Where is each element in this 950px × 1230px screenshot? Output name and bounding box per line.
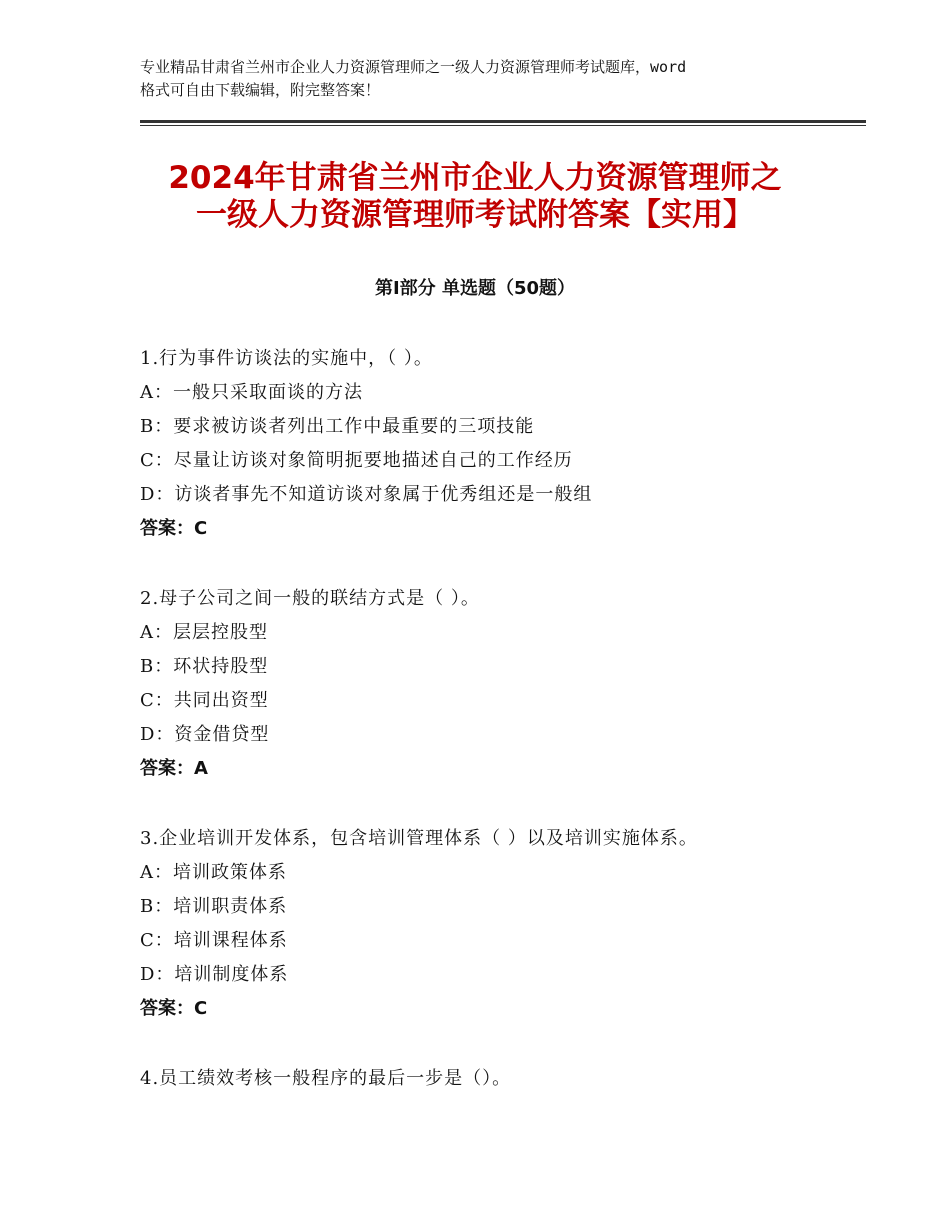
option-c: C：尽量让访谈对象简明扼要地描述自己的工作经历 <box>140 450 573 471</box>
question-stem: 1.行为事件访谈法的实施中，（ ）。 <box>140 348 433 369</box>
option-d: D：培训制度体系 <box>140 964 289 985</box>
question-stem: 4.员工绩效考核一般程序的最后一步是（）。 <box>140 1068 512 1089</box>
section-heading: 第Ⅰ部分 单选题（50题） <box>374 278 575 299</box>
answer-line: 答案：A <box>140 758 208 779</box>
option-a: A：培训政策体系 <box>140 862 287 883</box>
question-list <box>140 342 840 1132</box>
header-note-line-2: 格式可自由下载编辑，附完整答案！ <box>140 81 381 99</box>
option-a: A：一般只采取面谈的方法 <box>140 382 363 403</box>
option-b: B：培训职责体系 <box>140 896 288 917</box>
question-stem: 3.企业培训开发体系，包含培训管理体系（ ）以及培训实施体系。 <box>140 828 698 849</box>
option-d: D：访谈者事先不知道访谈对象属于优秀组还是一般组 <box>140 484 593 505</box>
header-divider-thick <box>140 120 866 123</box>
option-c: C：培训课程体系 <box>140 930 288 951</box>
option-b: B：要求被访谈者列出工作中最重要的三项技能 <box>140 416 535 437</box>
answer-line: 答案：C <box>140 998 208 1019</box>
header-note <box>140 56 840 102</box>
answer-line: 答案：C <box>140 518 208 539</box>
document-title-line-2: 一级人力资源管理师考试附答案【实用】 <box>196 197 754 233</box>
option-b: B：环状持股型 <box>140 656 269 677</box>
option-c: C：共同出资型 <box>140 690 269 711</box>
question-stem: 2.母子公司之间一般的联结方式是（ ）。 <box>140 588 480 609</box>
option-a: A：层层控股型 <box>140 622 268 643</box>
document-title-line-1: 2024年甘肃省兰州市企业人力资源管理师之 <box>168 160 782 196</box>
document-title <box>100 160 850 234</box>
header-divider-thin <box>140 125 866 126</box>
question-2 <box>140 582 840 786</box>
question-3 <box>140 822 840 1026</box>
option-d: D：资金借贷型 <box>140 724 270 745</box>
header-note-line-1: 专业精品甘肃省兰州市企业人力资源管理师之一级人力资源管理师考试题库，word <box>140 58 687 76</box>
question-4 <box>140 1062 840 1096</box>
question-1 <box>140 342 840 546</box>
